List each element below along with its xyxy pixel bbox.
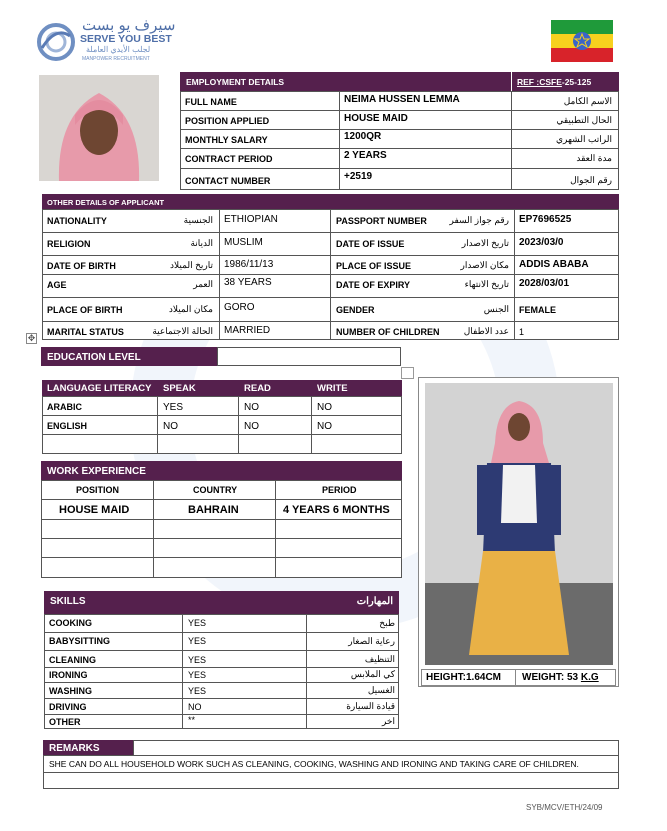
company-logo [36, 17, 176, 68]
height-cell [421, 669, 516, 686]
position-applied-arabic: الحال التطبيقي [556, 115, 612, 125]
period-column-header: PERIOD [322, 485, 357, 495]
skill-babysitting-value: YES [188, 636, 207, 646]
table-move-handle-icon[interactable]: ✥ [27, 333, 36, 343]
applicant-head-photo [39, 75, 159, 181]
language-row-read: NO [244, 421, 259, 432]
age-arabic: العمر [193, 279, 213, 289]
skill-driving-label: DRIVING [49, 702, 87, 712]
date-of-issue-value: 2023/03/0 [519, 237, 564, 248]
contact-number-value: +2519 [344, 171, 373, 182]
country-column-header: COUNTRY [193, 485, 238, 495]
date-of-birth-arabic: تاريخ الميلاد [170, 260, 213, 270]
reference-label: REF :CSFE [517, 77, 562, 87]
date-of-birth-label: DATE OF BIRTH [47, 261, 116, 271]
skill-washing-value: YES [188, 686, 207, 696]
skill-ironing-value: YES [188, 670, 207, 680]
applicant-full-photo [425, 383, 613, 665]
skill-other-label: OTHER [49, 717, 81, 727]
full-name-value: NEIMA HUSSEN LEMMA [344, 94, 460, 105]
place-of-issue-label: PLACE OF ISSUE [336, 261, 412, 271]
age-value: 38 YEARS [224, 277, 272, 288]
monthly-salary-label: MONTHLY SALARY [185, 135, 268, 145]
skill-cooking-arabic: طبخ [379, 618, 395, 628]
skill-babysitting-label: BABYSITTING [49, 636, 111, 646]
marital-status-label: MARITAL STATUS [47, 327, 124, 337]
logo-english-name: SERVE YOU BEST [80, 33, 172, 45]
full-name-arabic: الاسم الكامل [563, 96, 612, 106]
work-experience-header: WORK EXPERIENCE [41, 461, 221, 480]
monthly-salary-arabic: الراتب الشهري [556, 134, 612, 144]
place-of-birth-label: PLACE OF BIRTH [47, 305, 123, 315]
date-of-expiry-label: DATE OF EXPIRY [336, 280, 411, 290]
number-of-children-arabic: عدد الاطفال [463, 326, 509, 336]
ethiopia-flag [551, 20, 613, 62]
work-row-country: BAHRAIN [188, 504, 239, 516]
other-details-header: OTHER DETAILS OF APPLICANT [42, 194, 330, 209]
monthly-salary-value: 1200QR [344, 131, 382, 142]
religion-arabic: الديانة [190, 238, 213, 248]
skill-washing-arabic: الغسيل [367, 685, 395, 695]
position-applied-label: POSITION APPLIED [185, 116, 270, 126]
place-of-birth-value: GORO [224, 302, 255, 313]
skill-babysitting-arabic: رعاية الصغار [348, 636, 395, 646]
place-of-issue-value: ADDIS ABABA [519, 259, 589, 270]
age-label: AGE [47, 280, 67, 290]
skill-driving-value: NO [188, 702, 202, 712]
language-literacy-header: LANGUAGE LITERACY [47, 383, 152, 394]
education-level-header: EDUCATION LEVEL [41, 347, 217, 366]
gender-label: GENDER [336, 305, 375, 315]
skill-driving-arabic: قيادة السيارة [346, 701, 395, 711]
speak-header: SPEAK [163, 383, 196, 394]
skills-header: SKILLS [44, 591, 242, 614]
nationality-label: NATIONALITY [47, 216, 107, 226]
skill-ironing-label: IRONING [49, 670, 88, 680]
weight-label: WEIGHT: 53 [522, 672, 581, 683]
resize-handle[interactable] [401, 367, 414, 379]
contact-number-arabic: رقم الجوال [570, 175, 612, 185]
gender-value: FEMALE [519, 305, 556, 315]
remarks-text: SHE CAN DO ALL HOUSEHOLD WORK SUCH AS CLEANING, COOKING, WASHING AND IRONING AND TAKING CARE OF CHILDREN. [49, 759, 579, 769]
number-of-children-value: 1 [519, 327, 525, 337]
language-row-lang: ARABIC [47, 402, 82, 412]
skill-cleaning-value: YES [188, 655, 207, 665]
date-of-expiry-arabic: تاريخ الانتهاء [464, 279, 509, 289]
language-row-speak: NO [163, 421, 178, 432]
contract-period-label: CONTRACT PERIOD [185, 154, 273, 164]
language-row-write: NO [317, 421, 332, 432]
language-row-read: NO [244, 402, 259, 413]
position-applied-value: HOUSE MAID [344, 113, 408, 124]
marital-status-arabic: الحالة الاجتماعية [152, 326, 213, 336]
footer-code: SYB/MCV/ETH/24/09 [526, 803, 603, 812]
date-of-expiry-value: 2028/03/01 [519, 278, 570, 289]
remarks-header: REMARKS [43, 740, 134, 756]
work-row-period: 4 YEARS 6 MONTHS [283, 504, 390, 516]
marital-status-value: MARRIED [224, 325, 271, 336]
skill-washing-label: WASHING [49, 686, 93, 696]
read-header: READ [244, 383, 271, 394]
passport-number-label: PASSPORT NUMBER [336, 216, 427, 226]
contact-number-label: CONTACT NUMBER [185, 176, 271, 186]
logo-emblem-icon [36, 20, 76, 64]
number-of-children-label: NUMBER OF CHILDREN [336, 327, 440, 337]
reference-value: -25-125 [561, 77, 592, 87]
full-name-label: FULL NAME [185, 97, 237, 107]
skill-cooking-label: COOKING [49, 618, 93, 628]
language-row-speak: YES [163, 402, 184, 413]
date-of-issue-arabic: تاريخ الاصدار [461, 238, 509, 248]
contract-period-value: 2 YEARS [344, 150, 387, 161]
passport-number-arabic: رقم جواز السفر [449, 215, 509, 225]
weight-value [522, 672, 599, 683]
date-of-birth-value: 1986/11/13 [224, 259, 274, 270]
education-level-value [217, 347, 401, 366]
weight-unit: K.G [580, 672, 599, 683]
logo-arabic-subtitle: لجلب الأيدي العاملة [86, 45, 151, 54]
language-row-write: NO [317, 402, 332, 413]
height-value: HEIGHT:1.64CM [426, 672, 502, 683]
passport-number-value: EP7696525 [519, 214, 572, 225]
gender-arabic: الجنس [483, 304, 509, 314]
skill-other-value: ** [188, 715, 196, 725]
work-row-position: HOUSE MAID [59, 504, 130, 516]
logo-english-subtitle: MANPOWER RECRUITMENT [82, 56, 150, 62]
nationality-arabic: الجنسية [183, 215, 213, 225]
contract-period-arabic: مدة العقد [576, 153, 612, 163]
skill-ironing-arabic: كي الملابس [350, 669, 395, 679]
religion-value: MUSLIM [224, 237, 263, 248]
nationality-value: ETHIOPIAN [224, 214, 278, 225]
applicant-full-photo-frame [418, 377, 619, 687]
write-header: WRITE [317, 383, 348, 394]
position-column-header: POSITION [76, 485, 120, 495]
skill-other-arabic: اخر [381, 716, 395, 726]
place-of-birth-arabic: مكان الميلاد [168, 304, 213, 314]
skill-cooking-value: YES [188, 618, 207, 628]
place-of-issue-arabic: مكان الاصدار [460, 260, 509, 270]
weight-cell [515, 669, 616, 686]
religion-label: RELIGION [47, 239, 91, 249]
logo-arabic-name: سيرف يو بست [82, 17, 176, 34]
skills-header-arabic: المهارات [356, 596, 393, 607]
skill-cleaning-label: CLEANING [49, 655, 96, 665]
employment-details-header: EMPLOYMENT DETAILS REF :CSFE-25-125 [180, 72, 619, 91]
date-of-issue-label: DATE OF ISSUE [336, 239, 405, 249]
skill-cleaning-arabic: التنظيف [364, 654, 395, 664]
reference-number [517, 77, 591, 87]
language-row-lang: ENGLISH [47, 421, 88, 431]
